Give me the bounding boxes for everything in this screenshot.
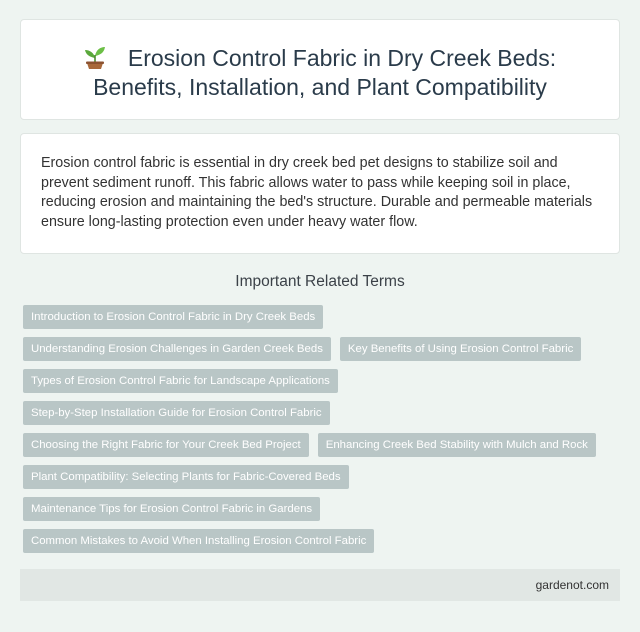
term-tag[interactable]: Introduction to Erosion Control Fabric in Dry Creek Beds [23,305,323,329]
related-terms-list [23,305,623,561]
term-tag[interactable]: Maintenance Tips for Erosion Control Fabric in Gardens [23,497,320,521]
title-card [20,19,620,120]
page-title-text: Erosion Control Fabric in Dry Creek Beds: Benefits, Installation, and Plant Compatibility [93,45,557,100]
term-row [23,305,623,329]
footer [20,569,620,601]
term-tag[interactable]: Key Benefits of Using Erosion Control Fabric [340,337,581,361]
term-tag[interactable]: Step-by-Step Installation Guide for Erosion Control Fabric [23,401,330,425]
page-title [21,20,619,102]
term-row [23,337,623,361]
term-tag[interactable]: Choosing the Right Fabric for Your Creek Bed Project [23,433,309,457]
term-row [23,433,623,457]
term-row [23,497,623,521]
footer-site-link[interactable]: gardenot.com [535,578,609,592]
term-row [23,529,623,553]
term-tag[interactable]: Understanding Erosion Challenges in Garden Creek Beds [23,337,331,361]
term-tag[interactable]: Enhancing Creek Bed Stability with Mulch and Rock [318,433,596,457]
description-card [20,133,620,254]
sprout-icon [84,45,106,69]
term-tag[interactable]: Plant Compatibility: Selecting Plants for Fabric-Covered Beds [23,465,349,489]
related-terms-heading: Important Related Terms [235,273,405,290]
term-row [23,369,623,393]
term-row [23,401,623,425]
term-tag[interactable]: Types of Erosion Control Fabric for Landscape Applications [23,369,338,393]
term-tag[interactable]: Common Mistakes to Avoid When Installing Erosion Control Fabric [23,529,374,553]
description-text: Erosion control fabric is essential in dry creek bed pet designs to stabilize soil and prevent sediment runoff. This fabric allows water to pass while keeping soil in place, reducing erosion and maintaining the bed's structure. Durable and permeable materials ensure long-lasting protection even under heavy water flow. [41,155,593,230]
term-row [23,465,623,489]
